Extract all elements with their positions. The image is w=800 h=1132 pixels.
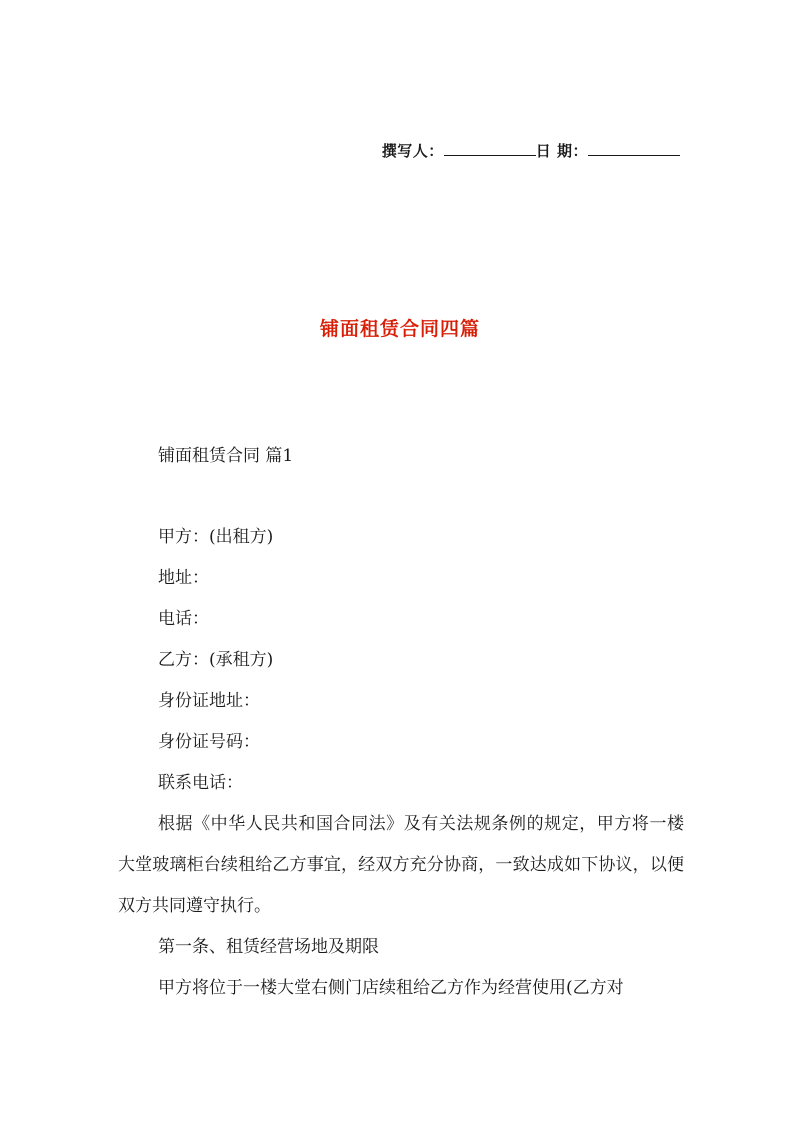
document-title: 铺面租赁合同四篇 [319, 318, 480, 340]
author-date-line [382, 140, 680, 161]
paragraph-preamble: 根据《中华人民共和国合同法》及有关法规条例的规定，甲方将一楼大堂玻璃柜台续租给乙方事宜，经双方充分协商，一致达成如下协议，以便双方共同遵守执行。 [118, 814, 684, 916]
author-label: 撰写人： [381, 142, 444, 160]
contract-body [118, 804, 684, 1009]
author-blank [444, 141, 536, 156]
field-id-number: 身份证号码： [158, 732, 260, 752]
date-blank [588, 141, 680, 156]
field-lessor: 甲方：(出租方) [158, 527, 274, 547]
paragraph-article-one: 甲方将位于一楼大堂右侧门店续租给乙方作为经营使用(乙方对 [158, 978, 624, 998]
party-fields [118, 517, 684, 1009]
field-phone: 电话： [158, 609, 209, 629]
section-subheading: 铺面租赁合同 篇1 [158, 446, 294, 466]
field-contact-phone: 联系电话： [158, 773, 243, 793]
field-lessee: 乙方：(承租方) [158, 650, 274, 670]
field-address: 地址： [158, 568, 209, 588]
article-one-heading: 第一条、租赁经营场地及期限 [158, 937, 379, 957]
date-label: 日 期： [535, 142, 588, 160]
field-id-address: 身份证地址： [158, 691, 260, 711]
